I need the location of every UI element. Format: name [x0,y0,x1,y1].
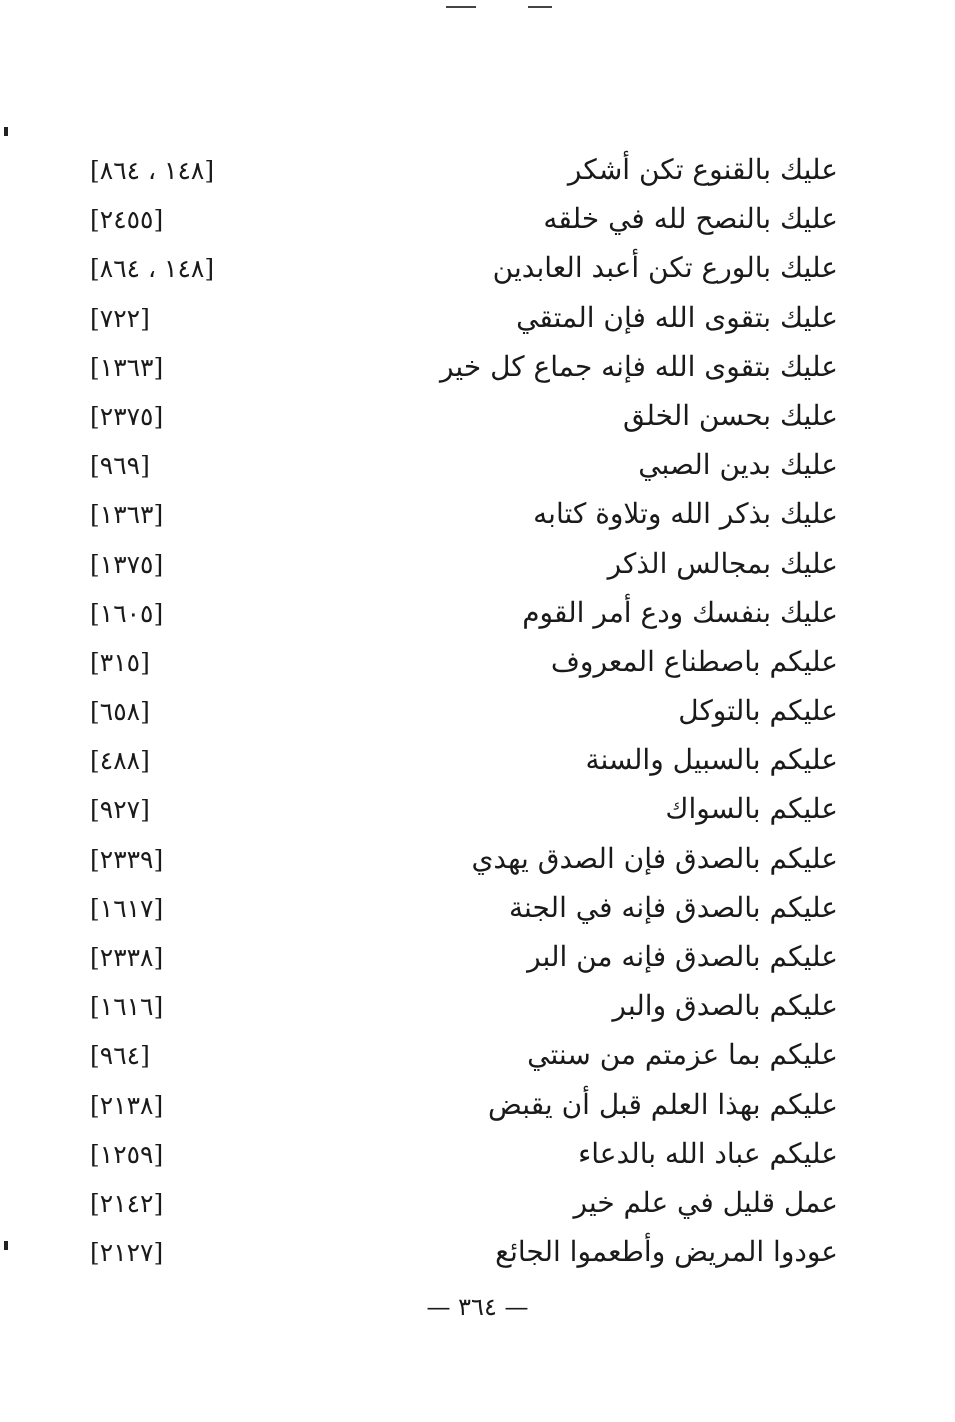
entry-reference: [٢١٣٨] [90,1090,164,1120]
index-entry [80,835,850,884]
entry-reference: [٦٥٨] [90,697,150,727]
index-entry [80,1130,850,1179]
index-entry [80,392,850,441]
entry-reference: [١٣٧٥] [90,549,164,579]
entry-text: عليك بتقوى الله فإنه جماع كل خير [439,349,838,383]
entry-text: عليكم بالسواك [665,792,838,826]
header-rule-right [528,6,552,8]
entry-reference: [٩٦٤] [90,1041,150,1071]
margin-mark-bottom [4,1241,8,1250]
margin-mark-top [4,127,8,136]
index-entry [80,195,850,244]
index-entry [80,1228,850,1277]
index-entry [80,589,850,638]
entry-reference: [٢١٢٧] [90,1238,164,1268]
entry-text: عليكم بما عزمتم من سنتي [527,1038,838,1072]
index-entry [80,244,850,293]
entry-text: عليك بدين الصبي [638,448,838,482]
entry-text: عليكم باصطناع المعروف [550,644,838,678]
entry-text: عليك بمجالس الذكر [607,546,838,580]
entry-reference: [٢٣٣٨] [90,943,164,972]
index-entry [80,441,850,490]
entry-reference: [٩٦٩] [90,451,150,481]
entry-reference: [٢٣٧٥] [90,401,164,431]
index-entry [80,1081,850,1130]
index-entry [80,146,850,195]
index-list [80,146,850,1277]
entry-text: عليكم بهذا العلم قبل أن يقبض [487,1087,838,1121]
index-entry [80,884,850,933]
entry-text: عليك بذكر الله وتلاوة كتابه [533,497,838,531]
index-entry [80,490,850,539]
entry-reference: [١٣٦٣] [90,500,164,530]
entry-text: عليكم بالتوكل [678,694,838,728]
entry-reference: [٩٢٧] [90,795,150,825]
index-entry [80,294,850,343]
header-rule-left [446,6,476,8]
index-entry [80,933,850,982]
index-entry [80,687,850,736]
entry-reference: [٢٣٣٩] [90,844,164,874]
entry-text: عليكم عباد الله بالدعاء [578,1136,838,1170]
entry-reference: [٧٢٢] [90,303,150,333]
page-number: — ٣٦٤ — [426,1293,529,1321]
entry-text: عليكم بالصدق والبر [612,989,838,1023]
entry-reference: [١٦٠٥] [90,598,164,628]
entry-reference: [٤٨٨] [90,746,150,776]
entry-text: عليك بحسن الخلق [623,398,838,432]
index-entry [80,982,850,1031]
entry-text: عليكم بالسبيل والسنة [585,743,838,777]
entry-text: عليك بالورع تكن أعبد العابدين [492,251,838,285]
entry-reference: [١٤٨ ، ٨٦٤] [90,156,215,185]
entry-text: عليكم بالصدق فإنه من البر [527,940,838,973]
entry-text: عودوا المريض وأطعموا الجائع [495,1235,838,1269]
entry-reference: [١٢٥٩] [90,1139,164,1169]
index-entry [80,1031,850,1080]
entry-reference: [١٤٨ ، ٨٦٤] [90,254,215,284]
entry-reference: [١٦١٦] [90,992,164,1022]
index-entry [80,540,850,589]
entry-text: عليك بتقوى الله فإن المتقي [516,300,838,334]
index-entry [80,1179,850,1228]
entry-text: عليك بالقنوع تكن أشكر [567,153,838,186]
entry-text: عليكم بالصدق فإن الصدق يهدي [471,841,838,875]
entry-reference: [٢١٤٢] [90,1188,164,1218]
entry-reference: [٣١٥] [90,647,150,677]
entry-text: عمل قليل في علم خير [573,1185,838,1219]
entry-reference: [٢٤٥٥] [90,205,164,235]
entry-reference: [١٦١٧] [90,893,164,923]
index-entry [80,785,850,834]
entry-text: عليك بنفسك ودع أمر القوم [522,595,838,629]
entry-text: عليك بالنصح لله في خلقه [543,202,838,236]
index-entry [80,638,850,687]
index-entry [80,343,850,392]
index-entry [80,736,850,785]
entry-reference: [١٣٦٣] [90,352,164,382]
entry-text: عليكم بالصدق فإنه في الجنة [509,890,838,924]
